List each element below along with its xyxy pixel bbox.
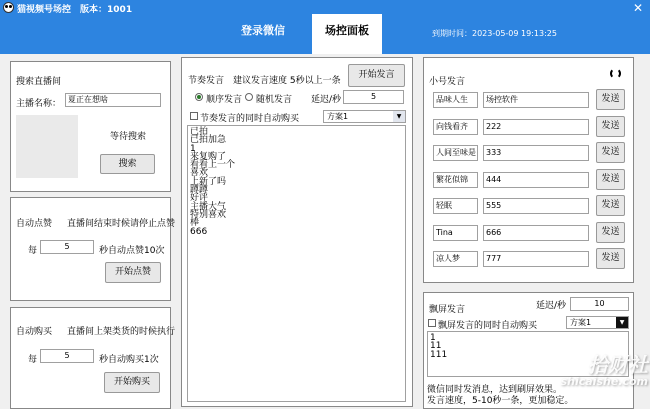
window-title: 猫视频号场控 版本：1001: [17, 5, 133, 15]
rhythm-title: 节奏发言: [188, 76, 225, 86]
rhythm-line: 喜欢: [190, 168, 209, 179]
floating-plan-select[interactable]: [566, 316, 629, 329]
send-button[interactable]: 发送: [596, 195, 625, 216]
rhythm-auto-buy-checkbox[interactable]: [190, 112, 198, 120]
auto-like-every-label: 每: [28, 246, 38, 256]
anchor-avatar: [16, 115, 78, 178]
random-mode-radio[interactable]: [245, 93, 253, 101]
alt-account-name[interactable]: 人间至味是: [433, 145, 478, 161]
alt-chat-title: 小号发言: [429, 77, 466, 87]
send-button[interactable]: 发送: [596, 116, 625, 137]
auto-buy-hint: 直播间上架类货的时候执行: [67, 327, 176, 337]
start-like-button[interactable]: 开始点赞: [105, 262, 161, 283]
floating-note-2: 发言速度，5-10秒一条，更加稳定。: [427, 396, 574, 406]
alt-account-message[interactable]: 666: [483, 225, 589, 241]
rhythm-hint: 建议发言速度 5秒以上一条: [233, 76, 341, 86]
alt-account-name[interactable]: 凉人梦: [433, 251, 478, 267]
auto-buy-panel: [10, 307, 176, 409]
floating-delay-input[interactable]: 10: [570, 297, 629, 311]
chevron-down-icon: ▼: [393, 111, 405, 122]
rhythm-plan-select[interactable]: [323, 110, 406, 123]
alt-account-message[interactable]: 444: [483, 172, 589, 188]
auto-like-panel: [10, 197, 176, 301]
auto-buy-every-label: 每: [28, 355, 38, 365]
floating-line: 1: [430, 333, 436, 343]
alt-account-name[interactable]: 向钱看齐: [433, 119, 478, 135]
random-mode-label: 随机发言: [256, 95, 293, 105]
alt-account-message[interactable]: 555: [483, 198, 589, 214]
rhythm-delay-input[interactable]: 5: [343, 90, 404, 104]
auto-like-rate-label: 秒自动点赞10次: [99, 246, 165, 256]
rhythm-line: 1: [190, 143, 196, 154]
rhythm-line: 棒: [190, 218, 200, 229]
auto-buy-interval-input[interactable]: 5: [40, 349, 94, 363]
alt-account-message[interactable]: 333: [483, 145, 589, 161]
rhythm-line: 看看上一个: [190, 160, 236, 171]
floating-auto-buy-label: 飘屏发言的同时自动购买: [438, 321, 538, 331]
alt-account-message[interactable]: 场控软件: [483, 92, 589, 108]
sequential-mode-label: 顺序发言: [206, 95, 243, 105]
rhythm-delay-label: 延迟/秒: [311, 95, 342, 105]
rhythm-line: 已拍: [190, 127, 209, 137]
send-button[interactable]: 发送: [596, 248, 625, 269]
rhythm-line: 来复购了: [190, 151, 227, 162]
watermark: 拾财社 shicaishe.com: [560, 353, 648, 388]
rhythm-line: 已拍加急: [190, 135, 227, 146]
rhythm-lines-textarea[interactable]: [187, 125, 406, 402]
floating-plan-value: 方案1: [570, 318, 592, 327]
panda-icon: [3, 2, 14, 13]
rhythm-speech-panel: [181, 57, 413, 407]
rhythm-line: 主播大气: [190, 201, 227, 212]
floating-line: 11: [430, 341, 442, 352]
rhythm-line: 好评: [190, 193, 209, 204]
send-button[interactable]: 发送: [596, 169, 625, 190]
search-panel: [10, 61, 171, 192]
anchor-input[interactable]: 夏正在想啥: [65, 93, 161, 107]
floating-title: 飘屏发言: [429, 305, 466, 315]
refresh-icon[interactable]: [610, 68, 621, 79]
alt-account-name[interactable]: 品味人生: [433, 92, 478, 108]
expiry-time: 到期时间：2023-05-09 19:13:25: [432, 29, 557, 38]
title-bar: [0, 0, 650, 54]
alt-account-message[interactable]: 222: [483, 119, 589, 135]
rhythm-plan-value: 方案1: [327, 112, 349, 121]
alt-account-name[interactable]: 繁花似锦: [433, 172, 478, 188]
floating-line: 111: [430, 349, 448, 360]
anchor-label: 主播名称：: [16, 99, 62, 109]
floating-delay-label: 延迟/秒: [536, 301, 567, 311]
auto-like-hint: 直播间结束时候请停止点赞: [67, 219, 176, 229]
rhythm-line: 蹲蹲: [190, 185, 209, 196]
send-button[interactable]: 发送: [596, 89, 625, 110]
rhythm-line: 特别喜欢: [190, 209, 227, 220]
tab-login[interactable]: 登录微信: [241, 24, 285, 37]
start-speech-button[interactable]: 开始发言: [348, 64, 405, 87]
send-button[interactable]: 发送: [596, 222, 625, 243]
start-buy-button[interactable]: 开始购买: [104, 372, 160, 393]
alt-account-name[interactable]: 轻眠: [433, 198, 478, 214]
floating-auto-buy-checkbox[interactable]: [428, 319, 436, 327]
floating-note-1: 微信同时发消息，达到刷屏效果。: [427, 385, 563, 395]
auto-buy-rate-label: 秒自动购买1次: [99, 355, 159, 365]
send-button[interactable]: 发送: [596, 142, 625, 163]
chevron-down-icon: ▼: [616, 317, 628, 328]
auto-like-interval-input[interactable]: 5: [40, 240, 94, 254]
sequential-mode-radio[interactable]: [195, 93, 203, 101]
alt-account-message[interactable]: 777: [483, 251, 589, 267]
close-icon[interactable]: ✕: [632, 1, 643, 15]
search-status: 等待搜索: [110, 132, 147, 142]
search-title: 搜索直播间: [16, 77, 62, 87]
auto-like-title: 自动点赞: [16, 219, 53, 229]
search-button[interactable]: 搜索: [100, 154, 155, 174]
rhythm-line: 666: [190, 226, 208, 237]
rhythm-line: 上新了吗: [190, 176, 227, 187]
alt-account-name[interactable]: Tina: [433, 225, 478, 241]
auto-buy-title: 自动购买: [16, 327, 53, 337]
tab-control[interactable]: 场控面板: [312, 14, 382, 54]
rhythm-auto-buy-label: 节奏发言的同时自动购买: [200, 114, 300, 124]
alt-account-panel: [423, 57, 634, 283]
